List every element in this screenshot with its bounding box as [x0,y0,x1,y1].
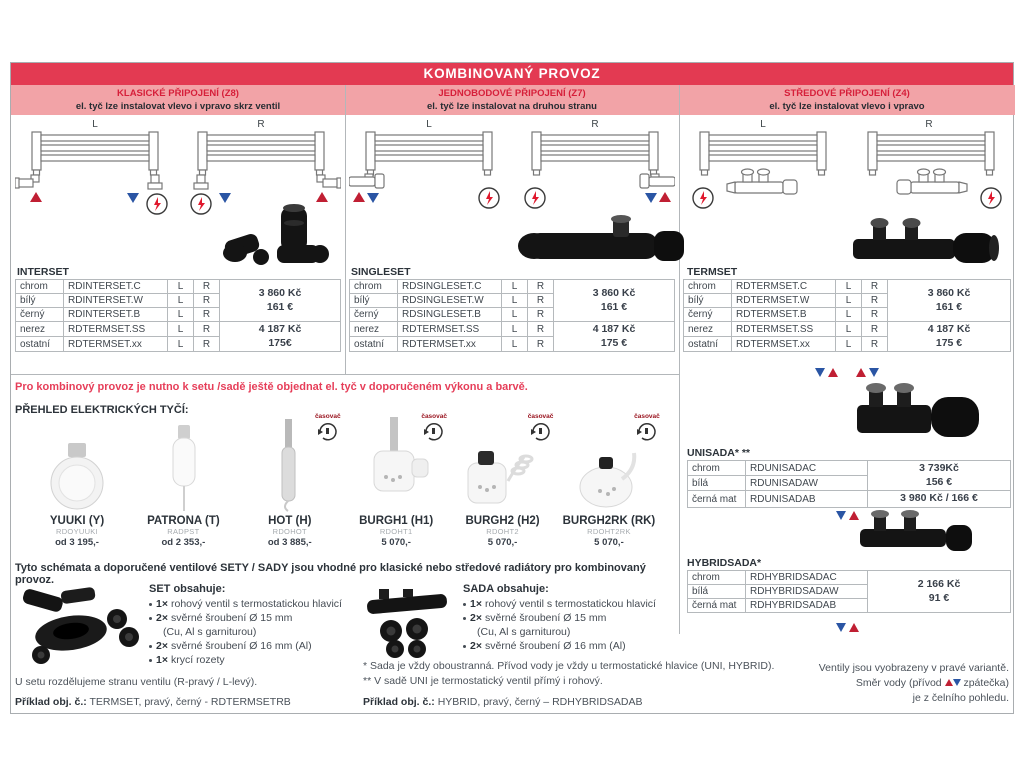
cell-code: RDINTERSET.B [64,308,168,322]
cell-r: R [194,280,220,294]
cell-price: 3 980 Kč / 166 € [868,491,1011,508]
flow-up-icon [828,368,838,377]
column-title: KLASICKÉ PŘIPOJENÍ (Z8) [117,88,239,99]
cell-code: RDUNISADAB [746,491,868,508]
rod-image-yuuki [25,415,129,513]
cell-code: RDTERMSET.xx [398,337,502,352]
cell-code: RDINTERSET.W [64,294,168,308]
cell-code: RDUNISADAW [746,476,868,491]
cell-l: L [502,294,528,308]
cell-r: R [862,337,888,352]
timer-icon: časovač [416,413,452,447]
column-divider [679,85,680,634]
cell-r: R [194,337,220,352]
rod-code: RDOHOT [272,527,307,536]
cell-code: RDHYBRIDSADAC [746,571,868,585]
termset-flow-arrows [683,368,1011,377]
sada-contents-title: SADA obsahuje: [463,583,549,595]
cell-color: bílý [684,294,732,308]
cell-l: L [836,280,862,294]
sada-footnotes [363,659,813,710]
cell-l: L [836,308,862,322]
cell-r: R [194,294,220,308]
rod-item-yuuki [25,415,129,548]
cell-l: L [502,322,528,337]
unisada-title: UNISADA* ** [687,447,751,459]
cell-code: RDINTERSET.C [64,280,168,294]
cell-color: bílá [688,585,746,599]
column-title: STŘEDOVÉ PŘIPOJENÍ (Z4) [784,88,910,99]
cell-code: RDTERMSET.SS [64,322,168,337]
interset-product-photo [219,201,339,271]
flow-down-icon [953,679,961,686]
column-header-stredove [679,85,1015,115]
column-subtitle: el. tyč lze instalovat vlevo i vpravo [769,101,925,112]
lightning-icon [147,194,167,214]
cell-code: RDSINGLESET.B [398,308,502,322]
cell-color: nerez [16,322,64,337]
radiator-schematic-left [15,132,167,214]
cell-l: L [502,308,528,322]
lightning-icon [191,194,211,214]
hybridsada-table [687,570,1011,613]
cell-color: chrom [688,571,746,585]
rod-item-burgh2rk [557,415,661,548]
diagram-label-r: R [257,119,265,130]
radiator-schematic-right [868,132,1001,208]
flow-up-icon [353,192,365,202]
flow-down-icon [869,368,879,377]
unisada-table [687,460,1011,508]
cell-color: chrom [16,280,64,294]
rod-image-burgh2rk [557,415,661,513]
rod-image-burgh1 [344,415,448,513]
lightning-icon [693,188,713,208]
diagram-label-r: R [591,119,599,130]
catalog-page [10,62,1014,714]
cell-l: L [168,294,194,308]
rod-image-patrona [131,415,235,513]
flow-down-icon [645,193,657,203]
rod-price: od 3 885,- [267,537,312,548]
rod-item-burgh2 [451,415,555,548]
cell-code: RDTERMSET.SS [398,322,502,337]
column-subtitle: el. tyč lze instalovat na druhou stranu [427,101,597,112]
column-subtitle: el. tyč lze instalovat vlevo i vpravo skrz ventil [75,101,281,112]
cell-price: 4 187 Kč 175 € [888,322,1011,352]
note-line: Ventily jsou vyobrazeny v pravé variantě. [818,662,1009,674]
rod-price: 5 070,- [487,537,518,548]
rod-item-patrona [131,415,235,548]
valve-orientation-note [789,661,1009,706]
radiator-schematic-left [693,132,826,208]
cell-l: L [168,280,194,294]
cell-l: L [836,294,862,308]
sada-contents-box: SADA obsahuje: 1× rohový ventil s termostatickou hlavicí 2× svěrné šroubení Ø 15 mm (Cu, Al s garniturou) 2× svěrné šroubení Ø 16 mm (Al) [463,583,713,653]
page-title: KOMBINOVANÝ PROVOZ [11,63,1013,85]
cell-code: RDHYBRIDSADAW [746,585,868,599]
rod-name: HOT (H) [268,515,312,527]
diagram-stredove [683,118,1011,218]
cell-price: 2 166 Kč 91 € [868,571,1011,613]
flow-down-icon [836,511,846,520]
cell-code: RDTERMSET.B [732,308,836,322]
rod-code: RDOHT2RK [587,527,631,536]
lightning-icon [525,188,545,208]
cell-price: 3 860 Kč 161 € [220,280,341,322]
cell-l: L [502,337,528,352]
interset-table [15,279,341,352]
lightning-icon [479,188,499,208]
set-side-note [15,675,355,690]
singleset-table [349,279,675,352]
cell-code: RDTERMSET.xx [64,337,168,352]
termset-table [683,279,1011,352]
cell-r: R [528,308,554,322]
flow-up-icon [849,623,859,632]
cell-color: chrom [684,280,732,294]
cell-color: chrom [688,461,746,476]
rod-code: RDOHT1 [379,527,413,536]
rod-price: 5 070,- [594,537,624,548]
combined-operation-note: Pro kombinový provoz je nutno k setu /sadě ještě objednat el. tyč v doporučeném výkonu a barvě. [15,381,528,393]
cell-color: nerez [684,322,732,337]
timer-icon: časovač [523,413,559,447]
section-divider [11,374,679,375]
rod-item-burgh1 [344,415,448,548]
cell-color: černá mat [688,599,746,613]
note-line: U setu rozdělujeme stranu ventilu (R-pravý / L-levý). [15,676,258,688]
flow-down-icon [127,193,139,203]
flow-up-icon [659,192,671,202]
cell-r: R [194,322,220,337]
cell-l: L [502,280,528,294]
termset-product-photo [851,211,1001,269]
sada-example-note: Příklad obj. č.: HYBRID, pravý, černý – RDHYBRIDSADAB [363,696,643,708]
set-name: TERMSET [687,266,738,278]
set-contents-box: SET obsahuje: 1× rohový ventil s termostatickou hlavicí 2× svěrné šroubení Ø 15 mm (Cu, Al s garniturou) 2× svěrné šroubení Ø 16 mm (Al) 1× krycí rozety [149,583,389,667]
cell-code: RDTERMSET.W [732,294,836,308]
cell-color: ostatní [684,337,732,352]
cell-r: R [528,337,554,352]
timer-icon: časovač [629,413,665,447]
column-title: JEDNOBODOVÉ PŘIPOJENÍ (Z7) [438,88,586,99]
flow-down-icon [367,193,379,203]
flow-down-icon [815,368,825,377]
cell-r: R [194,308,220,322]
lightning-icon [981,188,1001,208]
cell-color: černá mat [688,491,746,508]
cell-price: 4 187 Kč 175€ [220,322,341,352]
set-example-note: Příklad obj. č.: TERMSET, pravý, černý - RDTERMSETRB [15,696,291,708]
diagram-label-l: L [426,119,432,130]
note-line: Směr vody (přívod zpátečka) [855,677,1009,689]
rod-image-hot [238,415,342,513]
cell-color: chrom [350,280,398,294]
radiator-schematic-right [525,132,675,208]
cell-code: RDHYBRIDSADAB [746,599,868,613]
timer-icon: časovač [310,413,346,447]
hybridsada-flow-arrows [683,623,1011,632]
cell-color: ostatní [350,337,398,352]
cell-color: černý [16,308,64,322]
flow-up-icon [945,679,953,686]
diagram-label-l: L [92,119,98,130]
cell-color: bílá [688,476,746,491]
rod-name: BURGH2 (H2) [465,515,540,527]
cell-price: 3 739Kč 156 € [868,461,1011,491]
rod-code: RADPST [167,527,200,536]
singleset-product-photo [516,213,686,269]
electric-rods-row [15,415,675,548]
cell-code: RDTERMSET.xx [732,337,836,352]
rod-image-burgh2 [451,415,555,513]
cell-l: L [168,308,194,322]
rod-code: RDOYUUKI [56,527,98,536]
set-name: SINGLESET [351,266,411,278]
cell-r: R [862,322,888,337]
hybridsada-product-photo [856,507,976,557]
cell-code: RDSINGLESET.W [398,294,502,308]
rod-price: od 2 353,- [161,537,206,548]
cell-r: R [862,308,888,322]
flow-up-icon [856,368,866,377]
column-header-klasicke [11,85,345,115]
set-contents-title: SET obsahuje: [149,583,226,595]
cell-l: L [836,337,862,352]
cell-r: R [528,280,554,294]
column-header-jednobodove [345,85,679,115]
cell-color: ostatní [16,337,64,352]
rod-name: PATRONA (T) [147,515,220,527]
hybridsada-title: HYBRIDSADA* [687,557,762,569]
note-line: * Sada je vždy oboustranná. Přívod vody je vždy u termostatické hlavice (UNI, HYBRID). [363,660,775,672]
rod-price: od 3 195,- [55,537,99,548]
cell-r: R [862,280,888,294]
rod-item-hot [238,415,342,548]
note-line: ** V sadě UNI je termostatický ventil přímý i rohový. [363,675,603,687]
column-divider [345,85,346,374]
cell-color: černý [350,308,398,322]
sada-product-photo [361,589,453,659]
cell-color: nerez [350,322,398,337]
unisada-product-photo [851,379,986,445]
rods-heading: PŘEHLED ELEKTRICKÝCH TYČÍ: [15,404,189,416]
note-line: je z čelního pohledu. [912,692,1009,704]
cell-l: L [168,337,194,352]
cell-color: černý [684,308,732,322]
flow-up-icon [30,192,42,202]
rod-name: BURGH2RK (RK) [562,515,656,527]
diagram-jednobodove [349,118,675,218]
rod-code: RDOHT2 [486,527,519,536]
rod-price: 5 070,- [381,537,411,548]
set-name: INTERSET [17,266,69,278]
cell-price: 3 860 Kč 161 € [888,280,1011,322]
cell-l: L [168,322,194,337]
cell-r: R [862,294,888,308]
cell-code: RDTERMSET.SS [732,322,836,337]
rod-name: BURGH1 (H1) [359,515,434,527]
radiator-schematic-left [349,132,499,208]
cell-r: R [528,322,554,337]
cell-code: RDUNISADAC [746,461,868,476]
rod-name: YUUKI (Y) [49,515,105,527]
cell-price: 3 860 Kč 161 € [554,280,675,322]
flow-down-icon [836,623,846,632]
diagram-label-r: R [925,119,933,130]
cell-code: RDTERMSET.C [732,280,836,294]
set-product-photo [13,587,145,667]
cell-code: RDSINGLESET.C [398,280,502,294]
cell-price: 4 187 Kč 175 € [554,322,675,352]
diagram-label-l: L [760,119,766,130]
cell-r: R [528,294,554,308]
schemata-note: Tyto schémata a doporučené ventilové SETY / SADY jsou vhodné pro klasické nebo středové radiátory pro kombinovaný provoz. [15,562,646,586]
cell-color: bílý [16,294,64,308]
cell-color: bílý [350,294,398,308]
cell-l: L [836,322,862,337]
